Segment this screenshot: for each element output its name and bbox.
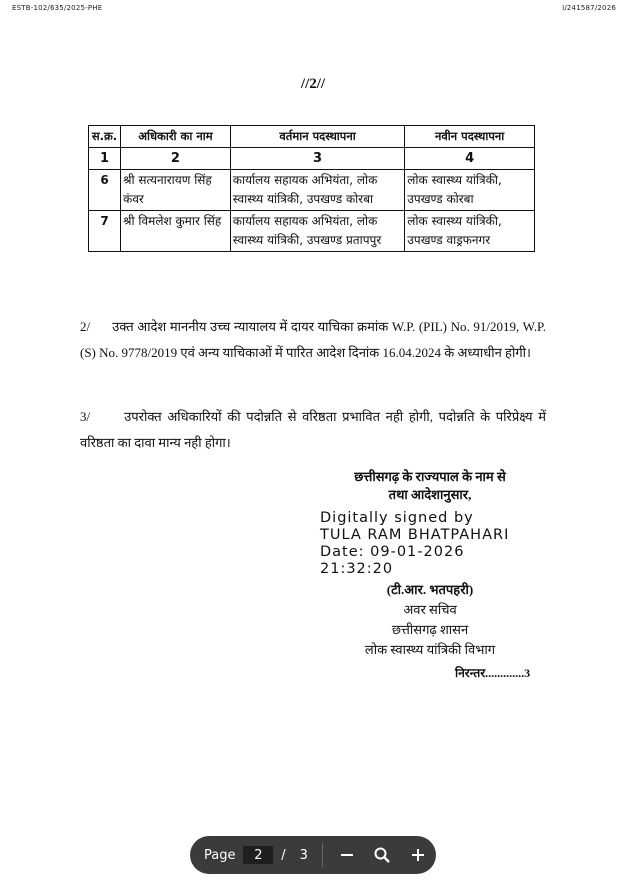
row-new-posting: लोक स्वास्थ्य यांत्रिकी, उपखण्ड कोरबा <box>405 170 535 211</box>
digital-signature-line-2: TULA RAM BHATPAHARI <box>320 527 510 543</box>
continued-note: निरन्तर.............3 <box>455 666 531 680</box>
table-row <box>89 170 535 211</box>
officer-department: लोक स्वास्थ्य यांत्रिकी विभाग <box>364 642 496 657</box>
posting-table <box>88 125 535 252</box>
authority-line-1: छत्तीसगढ़ के राज्यपाल के नाम से <box>354 469 506 484</box>
paragraph-3 <box>80 404 546 456</box>
authority-line-2: तथा आदेशानुसार, <box>388 487 472 502</box>
row-current-posting: कार्यालय सहायक अभियंता, लोक स्वास्थ्य यांत्रिकी, उपखण्ड प्रतापपुर <box>230 211 405 252</box>
page-mark: //2// <box>300 76 326 92</box>
minus-icon <box>340 848 354 862</box>
paragraph-2 <box>80 314 546 366</box>
row-new-posting: लोक स्वास्थ्य यांत्रिकी, उपखण्ड वाड्रफनगर <box>405 211 535 252</box>
page-separator: / <box>281 847 286 863</box>
paragraph-text: उपरोक्त अधिकारियों की पदोन्नति से वरिष्ठता प्रभावित नही होगी, पदोन्नति के परिप्रेक्ष्य में वरिष्ठता का दावा मान्य नही होगा। <box>80 409 546 450</box>
digital-signature-line-1: Digitally signed by <box>320 510 474 526</box>
row-serial: 7 <box>89 211 121 252</box>
digital-signature-line-4: 21:32:20 <box>320 561 394 577</box>
officer-name: (टी.आर. भतपहरी) <box>386 582 474 597</box>
column-number: 2 <box>120 148 230 170</box>
zoom-button[interactable] <box>365 836 401 874</box>
header-current-posting: वर्तमान पदस्थापना <box>230 126 405 148</box>
row-serial: 6 <box>89 170 121 211</box>
column-number: 1 <box>89 148 121 170</box>
row-officer-name: श्री विमलेश कुमार सिंह <box>120 211 230 252</box>
column-number: 3 <box>230 148 405 170</box>
total-pages: 3 <box>299 847 308 863</box>
officer-designation: अवर सचिव <box>403 602 457 617</box>
header-new-posting: नवीन पदस्थापना <box>405 126 535 148</box>
page-label: Page <box>204 847 236 863</box>
digital-signature <box>320 510 509 578</box>
column-number-row <box>89 148 535 170</box>
row-current-posting: कार्यालय सहायक अभियंता, लोक स्वास्थ्य यांत्रिकी, उपखण्ड कोरबा <box>230 170 405 211</box>
pager-divider <box>322 843 323 867</box>
column-number: 4 <box>405 148 535 170</box>
magnifier-icon <box>373 846 391 864</box>
current-page-input[interactable]: 2 <box>243 846 273 864</box>
header-officer-name: अधिकारी का नाम <box>120 126 230 148</box>
paragraph-number: 3/ <box>80 409 91 424</box>
row-officer-name: श्री सत्यनारायण सिंह कंवर <box>120 170 230 211</box>
header-serial: स.क्र. <box>89 126 121 148</box>
table-row <box>89 211 535 252</box>
digital-signature-line-3: Date: 09-01-2026 <box>320 544 465 560</box>
officer-government: छत्तीसगढ़ शासन <box>391 622 469 637</box>
page-navigator <box>190 836 436 874</box>
table-header-row <box>89 126 535 148</box>
officer-block <box>330 580 530 660</box>
document-reference-left: ESTB-102/635/2025-PHE <box>12 4 103 12</box>
authority-block <box>300 468 560 504</box>
plus-icon <box>411 848 425 862</box>
document-reference-right: I/241587/2026 <box>562 4 616 12</box>
zoom-out-button[interactable] <box>329 836 365 874</box>
paragraph-text: उक्त आदेश माननीय उच्च न्यायालय में दायर याचिका क्रमांक W.P. (PIL) No. 91/2019, W.P.(S) No. 9778/2019 एवं अन्य याचिकाओं में पारित आदेश दिनांक 16.04.2024 के अध्याधीन होगी। <box>80 319 546 360</box>
paragraph-number: 2/ <box>80 319 91 334</box>
zoom-in-button[interactable] <box>400 836 436 874</box>
